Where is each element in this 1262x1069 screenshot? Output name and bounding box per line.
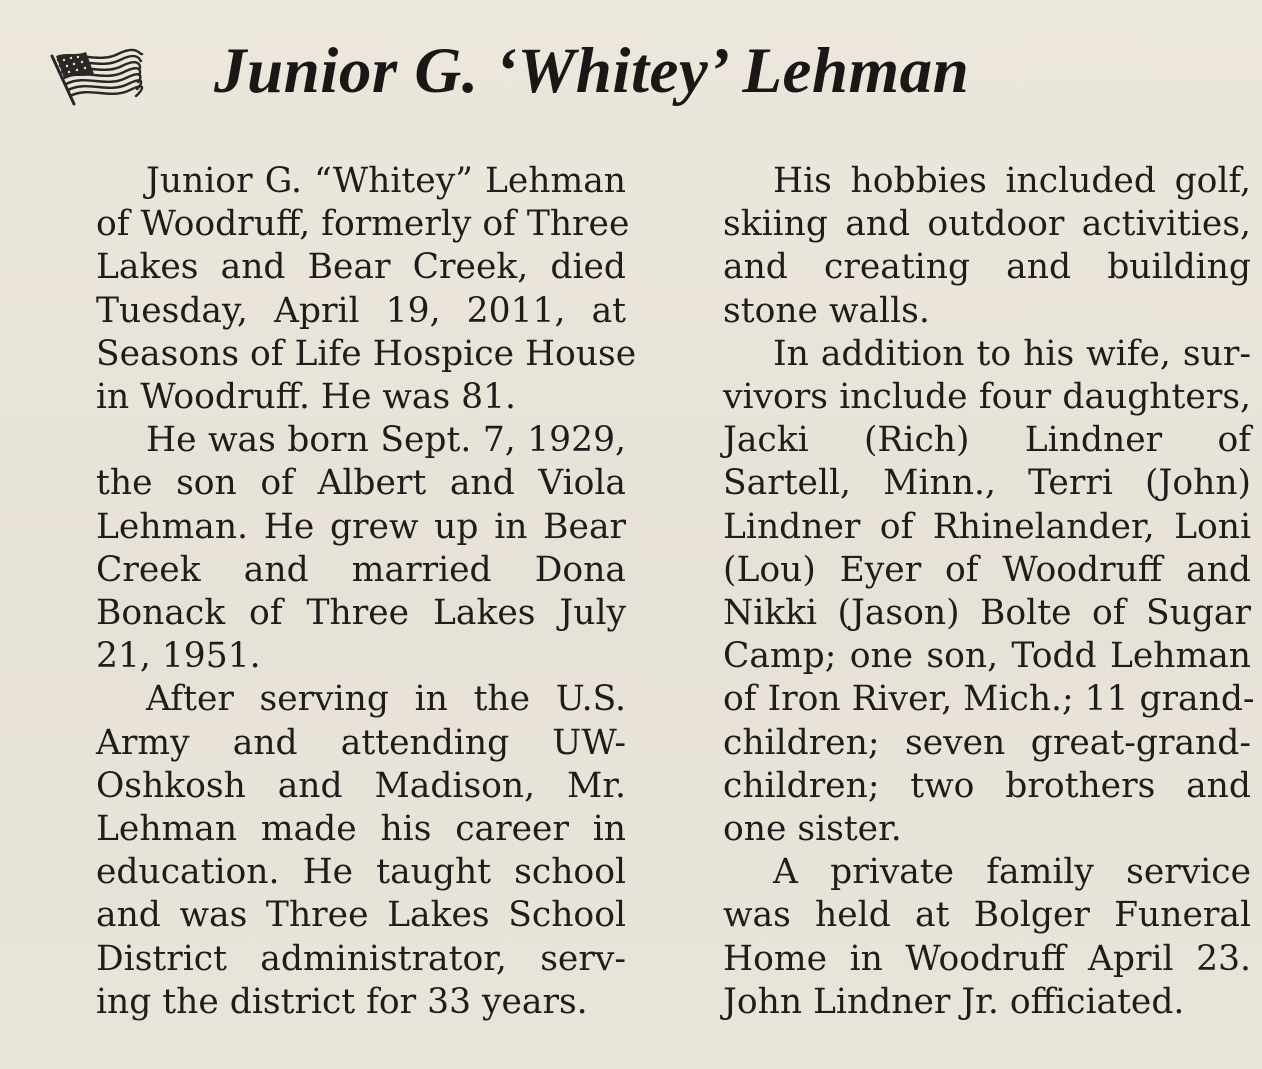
text-line: children; seven great-grand- <box>723 722 1251 763</box>
text-line: Lehman made his career in <box>96 809 626 850</box>
text-line: Lindner of Rhinelander, Loni <box>723 506 1251 547</box>
american-flag-icon <box>44 42 144 108</box>
text-line: one sister. <box>723 809 902 850</box>
text-line: In addition to his wife, sur- <box>773 333 1251 374</box>
obituary-title: Junior G. ‘Whitey’ Lehman <box>214 35 970 107</box>
text-line: skiing and outdoor activities, <box>723 204 1251 245</box>
text-line: Tuesday, April 19, 2011, at <box>96 290 626 331</box>
text-line: John Lindner Jr. officiated. <box>723 981 1185 1022</box>
text-line: Camp; one son, Todd Lehman <box>723 636 1251 677</box>
text-line: Seasons of Life Hospice House <box>96 333 637 374</box>
text-line: Lakes and Bear Creek, died <box>96 247 626 288</box>
paragraph-death-notice <box>46 160 637 419</box>
paragraph-service <box>673 851 1251 1024</box>
text-line: After serving in the U.S. <box>146 679 626 720</box>
paragraph-hobbies <box>673 160 1251 333</box>
text-line: of Iron River, Mich.; 11 grand- <box>723 679 1255 720</box>
text-line: stone walls. <box>723 290 930 331</box>
right-column <box>673 160 1255 1024</box>
text-line: the son of Albert and Viola <box>96 463 626 504</box>
paragraph-early-life <box>46 419 626 678</box>
text-line: and was Three Lakes School <box>96 895 626 936</box>
text-line: His hobbies included golf, <box>773 161 1251 201</box>
left-column <box>46 160 637 1024</box>
headline <box>0 28 1262 128</box>
text-line: education. He taught school <box>96 852 626 893</box>
text-line: Bonack of Three Lakes July <box>96 593 626 634</box>
text-line: Nikki (Jason) Bolte of Sugar <box>723 593 1251 634</box>
text-line: He was born Sept. 7, 1929, <box>146 420 626 461</box>
text-line: Junior G. “Whitey” Lehman <box>146 161 626 201</box>
text-line: vivors include four daughters, <box>723 377 1251 418</box>
paragraph-survivors <box>673 333 1255 851</box>
text-line: Lehman. He grew up in Bear <box>96 506 626 547</box>
text-line: children; two brothers and <box>723 765 1251 806</box>
text-line: Home in Woodruff April 23. <box>723 938 1251 979</box>
text-line: and creating and building <box>723 247 1251 288</box>
text-line: District administrator, serv- <box>96 938 626 979</box>
text-line: in Woodruff. He was 81. <box>96 377 516 418</box>
text-line: A private family service <box>773 852 1251 893</box>
text-line: Jacki (Rich) Lindner of <box>723 420 1251 461</box>
text-line: was held at Bolger Funeral <box>723 895 1251 936</box>
text-line: Creek and married Dona <box>96 549 626 590</box>
text-line: of Woodruff, formerly of Three <box>96 204 630 245</box>
text-line: Oshkosh and Madison, Mr. <box>96 765 626 806</box>
text-line: (Lou) Eyer of Woodruff and <box>723 549 1251 590</box>
text-line: ing the district for 33 years. <box>96 981 588 1022</box>
text-line: 21, 1951. <box>96 636 261 677</box>
text-line: Army and attending UW- <box>96 722 626 763</box>
text-line: Sartell, Minn., Terri (John) <box>723 463 1251 504</box>
paragraph-career <box>46 678 626 1024</box>
